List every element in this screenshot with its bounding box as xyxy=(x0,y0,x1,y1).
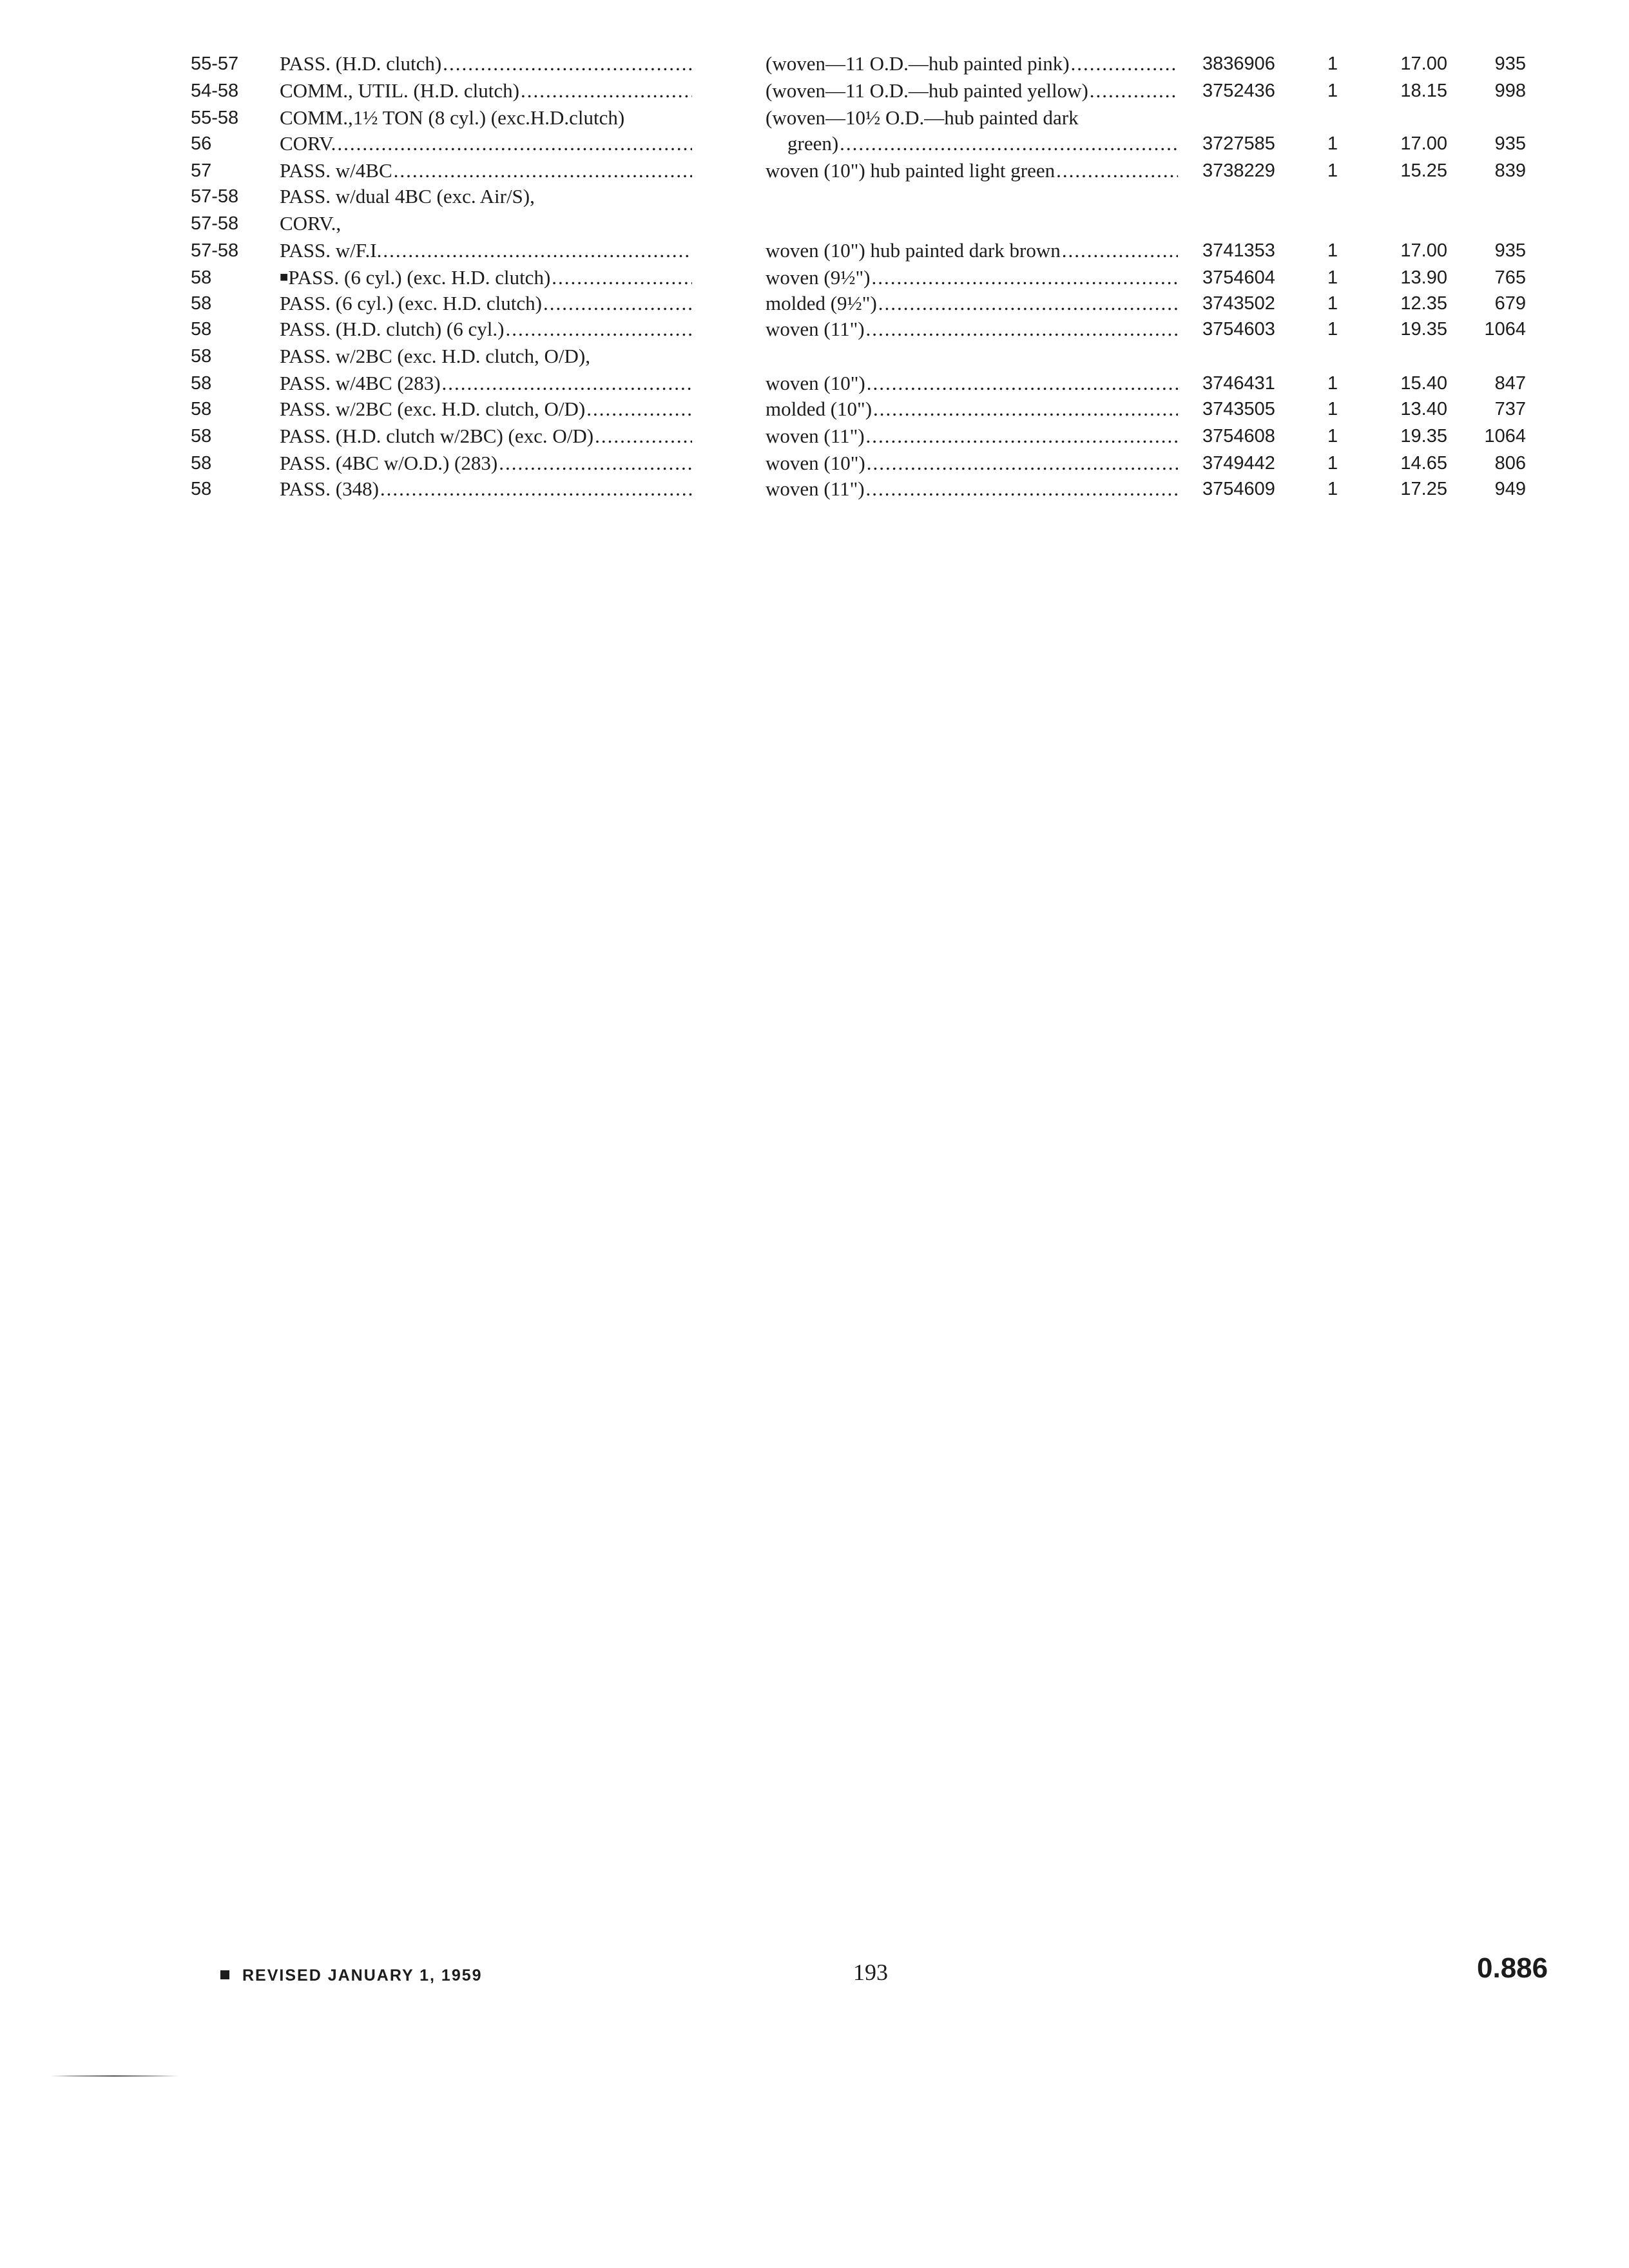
quantity: 1 xyxy=(1327,399,1338,419)
dot-leader xyxy=(443,50,692,77)
revision-note xyxy=(220,1966,483,1985)
part-number: 3743505 xyxy=(1202,399,1275,419)
application xyxy=(280,157,692,184)
application-text: PASS. (6 cyl.) (exc. H.D. clutch) xyxy=(280,292,542,314)
list-price: 14.65 xyxy=(1400,453,1447,474)
code-number: 1064 xyxy=(1484,319,1526,340)
table-row xyxy=(0,423,1629,450)
application-text: PASS. (6 cyl.) (exc. H.D. clutch) xyxy=(288,266,551,289)
part-description xyxy=(766,316,1178,343)
list-price: 19.35 xyxy=(1400,426,1447,447)
quantity: 1 xyxy=(1327,133,1338,154)
part-description xyxy=(766,157,1178,184)
quantity: 1 xyxy=(1327,240,1338,261)
description-text: (woven—11 O.D.—hub painted yellow) xyxy=(766,79,1088,102)
description-text: (woven—10½ O.D.—hub painted dark xyxy=(766,106,1079,129)
description-text: woven (11") xyxy=(766,477,865,500)
part-number: 3754603 xyxy=(1202,319,1275,340)
list-price: 15.25 xyxy=(1400,160,1447,181)
dot-leader xyxy=(871,264,1178,291)
part-description xyxy=(766,396,1178,423)
dot-leader xyxy=(867,450,1178,477)
code-number: 935 xyxy=(1494,133,1526,154)
dot-leader xyxy=(499,450,692,477)
quantity: 1 xyxy=(1327,479,1338,499)
part-number: 3752436 xyxy=(1202,81,1275,101)
code-number: 847 xyxy=(1494,373,1526,394)
part-description xyxy=(766,423,1178,450)
model-year: 58 xyxy=(191,373,212,394)
list-price: 19.35 xyxy=(1400,319,1447,340)
part-description xyxy=(766,476,1178,503)
model-year: 58 xyxy=(191,399,212,419)
application xyxy=(280,237,692,264)
table-row xyxy=(0,343,1629,370)
application xyxy=(280,476,692,503)
description-text: woven (10") xyxy=(766,372,865,394)
dot-leader xyxy=(866,423,1178,450)
part-description xyxy=(766,264,1178,291)
quantity: 1 xyxy=(1327,373,1338,394)
table-row xyxy=(0,396,1629,423)
application-text: PASS. w/4BC xyxy=(280,159,392,182)
code-number: 935 xyxy=(1494,53,1526,74)
list-price: 17.00 xyxy=(1400,133,1447,154)
code-number: 998 xyxy=(1494,81,1526,101)
model-year: 55-57 xyxy=(191,53,239,74)
application-text: COMM.,1½ TON (8 cyl.) (exc.H.D.clutch) xyxy=(280,106,625,129)
description-text: woven (10") hub painted light green xyxy=(766,159,1055,182)
table-row xyxy=(0,237,1629,264)
list-price: 12.35 xyxy=(1400,293,1447,314)
application-text: PASS. (H.D. clutch w/2BC) (exc. O/D) xyxy=(280,425,594,447)
description-text: woven (10") xyxy=(766,452,865,474)
part-number: 3754609 xyxy=(1202,479,1275,499)
table-row xyxy=(0,290,1629,317)
application xyxy=(280,77,692,104)
application xyxy=(280,370,692,397)
quantity: 1 xyxy=(1327,267,1338,288)
quantity: 1 xyxy=(1327,426,1338,447)
part-number: 3738229 xyxy=(1202,160,1275,181)
model-year: 55-58 xyxy=(191,108,239,128)
quantity: 1 xyxy=(1327,453,1338,474)
code-number: 765 xyxy=(1494,267,1526,288)
list-price: 15.40 xyxy=(1400,373,1447,394)
revision-marker-icon xyxy=(220,1970,229,1979)
dot-leader xyxy=(380,476,692,503)
application-text: COMM., UTIL. (H.D. clutch) xyxy=(280,79,519,102)
application-text: PASS. w/2BC (exc. H.D. clutch, O/D) xyxy=(280,398,586,420)
application-text: CORV. xyxy=(280,132,336,155)
table-row xyxy=(0,104,1629,131)
application-text: PASS. w/dual 4BC (exc. Air/S), xyxy=(280,185,535,207)
table-row xyxy=(0,210,1629,237)
dot-leader xyxy=(867,370,1178,397)
description-text: green) xyxy=(787,132,839,155)
code-number: 737 xyxy=(1494,399,1526,419)
page-number: 193 xyxy=(853,1959,888,1985)
model-year: 58 xyxy=(191,426,212,447)
application-text: PASS. (348) xyxy=(280,477,379,500)
part-description xyxy=(766,237,1178,264)
model-year: 58 xyxy=(191,267,212,288)
application xyxy=(280,343,744,370)
revision-date: REVISED JANUARY 1, 1959 xyxy=(242,1966,483,1984)
code-number: 1064 xyxy=(1484,426,1526,447)
dot-leader xyxy=(1090,77,1178,104)
dot-leader xyxy=(337,130,692,157)
part-number: 3754604 xyxy=(1202,267,1275,288)
description-text: molded (10") xyxy=(766,398,872,420)
application xyxy=(280,183,744,210)
model-year: 57-58 xyxy=(191,240,239,261)
list-price: 13.40 xyxy=(1400,399,1447,419)
application-text: PASS. (H.D. clutch) (6 cyl.) xyxy=(280,318,505,340)
dot-leader xyxy=(383,237,692,264)
application-text: PASS. (H.D. clutch) xyxy=(280,52,442,75)
part-number: 3836906 xyxy=(1202,53,1275,74)
dot-leader xyxy=(521,77,692,104)
list-price: 17.25 xyxy=(1400,479,1447,499)
model-year: 58 xyxy=(191,346,212,367)
table-row xyxy=(0,450,1629,477)
application xyxy=(280,396,692,423)
application xyxy=(280,264,692,293)
description-text: woven (11") xyxy=(766,425,865,447)
dot-leader xyxy=(586,396,692,423)
part-description xyxy=(766,104,1178,131)
application xyxy=(280,290,692,317)
part-description xyxy=(766,50,1178,77)
description-text: woven (10") hub painted dark brown xyxy=(766,239,1061,262)
list-price: 17.00 xyxy=(1400,240,1447,261)
code-number: 949 xyxy=(1494,479,1526,499)
code-number: 935 xyxy=(1494,240,1526,261)
code-number: 679 xyxy=(1494,293,1526,314)
dot-leader xyxy=(840,130,1178,157)
scan-artifact xyxy=(50,2075,179,2077)
dot-leader xyxy=(1062,237,1178,264)
dot-leader xyxy=(866,476,1178,503)
part-number: 3749442 xyxy=(1202,453,1275,474)
table-row xyxy=(0,264,1629,291)
table-row xyxy=(0,50,1629,77)
quantity: 1 xyxy=(1327,319,1338,340)
application-text: PASS. w/F.I. xyxy=(280,239,382,262)
part-description xyxy=(766,450,1178,477)
application xyxy=(280,50,692,77)
dot-leader xyxy=(866,316,1178,343)
dot-leader xyxy=(878,290,1178,317)
table-row xyxy=(0,77,1629,104)
code-number: 839 xyxy=(1494,160,1526,181)
table-row xyxy=(0,183,1629,210)
table-row xyxy=(0,130,1629,157)
dot-leader xyxy=(1071,50,1178,77)
model-year: 58 xyxy=(191,293,212,314)
dot-leader xyxy=(552,264,692,291)
description-text: (woven—11 O.D.—hub painted pink) xyxy=(766,52,1070,75)
model-year: 58 xyxy=(191,479,212,499)
description-text: woven (11") xyxy=(766,318,865,340)
model-year: 57 xyxy=(191,160,212,181)
revision-marker-icon: ■ xyxy=(280,269,289,285)
quantity: 1 xyxy=(1327,81,1338,101)
application xyxy=(280,423,692,450)
model-year: 54-58 xyxy=(191,81,239,101)
dot-leader xyxy=(505,316,692,343)
dot-leader xyxy=(442,370,692,397)
application xyxy=(280,450,692,477)
list-price: 13.90 xyxy=(1400,267,1447,288)
list-price: 18.15 xyxy=(1400,81,1447,101)
application xyxy=(280,316,692,343)
application-text: PASS. (4BC w/O.D.) (283) xyxy=(280,452,498,474)
part-number: 3746431 xyxy=(1202,373,1275,394)
model-year: 58 xyxy=(191,319,212,340)
part-description xyxy=(787,130,1178,157)
quantity: 1 xyxy=(1327,53,1338,74)
dot-leader xyxy=(394,157,692,184)
quantity: 1 xyxy=(1327,293,1338,314)
dot-leader xyxy=(873,396,1178,423)
table-row xyxy=(0,370,1629,397)
table-row xyxy=(0,476,1629,503)
description-text: molded (9½") xyxy=(766,292,877,314)
part-number: 3754608 xyxy=(1202,426,1275,447)
application xyxy=(280,104,744,131)
application-text: PASS. w/2BC (exc. H.D. clutch, O/D), xyxy=(280,345,590,367)
part-number: 3743502 xyxy=(1202,293,1275,314)
code-number: 806 xyxy=(1494,453,1526,474)
application-text: CORV., xyxy=(280,212,342,235)
part-description xyxy=(766,370,1178,397)
dot-leader xyxy=(543,290,692,317)
quantity: 1 xyxy=(1327,160,1338,181)
table-row xyxy=(0,316,1629,343)
application xyxy=(280,210,744,237)
dot-leader xyxy=(1056,157,1178,184)
model-year: 56 xyxy=(191,133,212,154)
model-year: 57-58 xyxy=(191,186,239,207)
part-number: 3727585 xyxy=(1202,133,1275,154)
part-number: 3741353 xyxy=(1202,240,1275,261)
model-year: 57-58 xyxy=(191,213,239,234)
model-year: 58 xyxy=(191,453,212,474)
section-number: 0.886 xyxy=(1477,1952,1548,1984)
list-price: 17.00 xyxy=(1400,53,1447,74)
part-description xyxy=(766,77,1178,104)
application-text: PASS. w/4BC (283) xyxy=(280,372,441,394)
dot-leader xyxy=(595,423,692,450)
table-row xyxy=(0,157,1629,184)
application xyxy=(280,130,692,157)
part-description xyxy=(766,290,1178,317)
description-text: woven (9½") xyxy=(766,266,871,289)
